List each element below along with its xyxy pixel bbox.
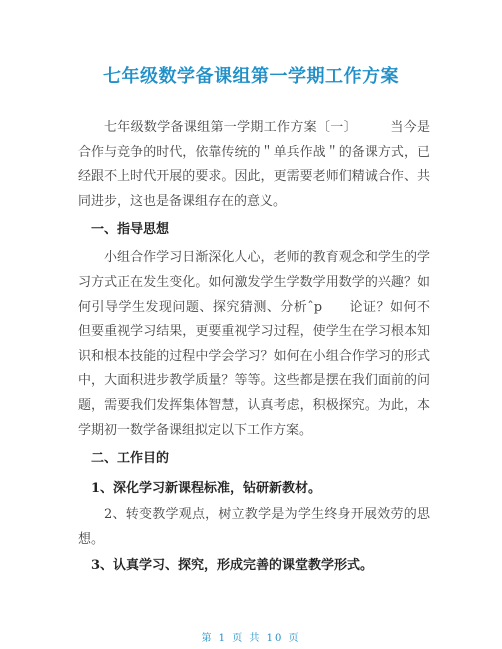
guiding-thought-paragraph: 小组合作学习日渐深化人心，老师的教育观念和学生的学习方式正在发生变化。如何激发学生学数学用数学的兴趣？如何引导学生发现问题、探究猜测、分析ˆp 论证？如何不但要重视学习结果，更要重视学习过程，使学生在学习根本知识和根本技能的过程中学会学习？如何在小组合作学习的形式中，大面积进步教学质量？等等。这些都是摆在我们面前的问题，需要我们发挥集体智慧，认真考虑，积极探究。为此，本学期初一数学备课组拟定以下工作方案。 — [78, 250, 430, 438]
section-heading-guiding-thought: 一、指导思想 — [91, 222, 170, 238]
goal-item-1: 1、深化学习新课程标准，钻研新教材。 — [91, 481, 322, 497]
document-body — [78, 116, 430, 580]
page-footer: 第 1 页 共 10 页 — [201, 633, 301, 644]
goal-item-3: 3、认真学习、探究，形成完善的课堂教学形式。 — [91, 558, 374, 574]
section-heading-work-goals: 二、工作目的 — [91, 451, 170, 467]
goal-item-2: 2、转变教学观点，树立教学是为学生终身开展效劳的思想。 — [78, 507, 430, 547]
intro-paragraph: 七年级数学备课组第一学期工作方案〔一〕 当今是合作与竞争的时代，依靠传统的＂单兵作战＂的备课方式，已经跟不上时代开展的要求。因此，更需要老师们精诚合作、共同进步，这也是备课组存在的意义。 — [78, 120, 430, 209]
document-title: 七年级数学备课组第一学期工作方案 — [103, 66, 399, 87]
